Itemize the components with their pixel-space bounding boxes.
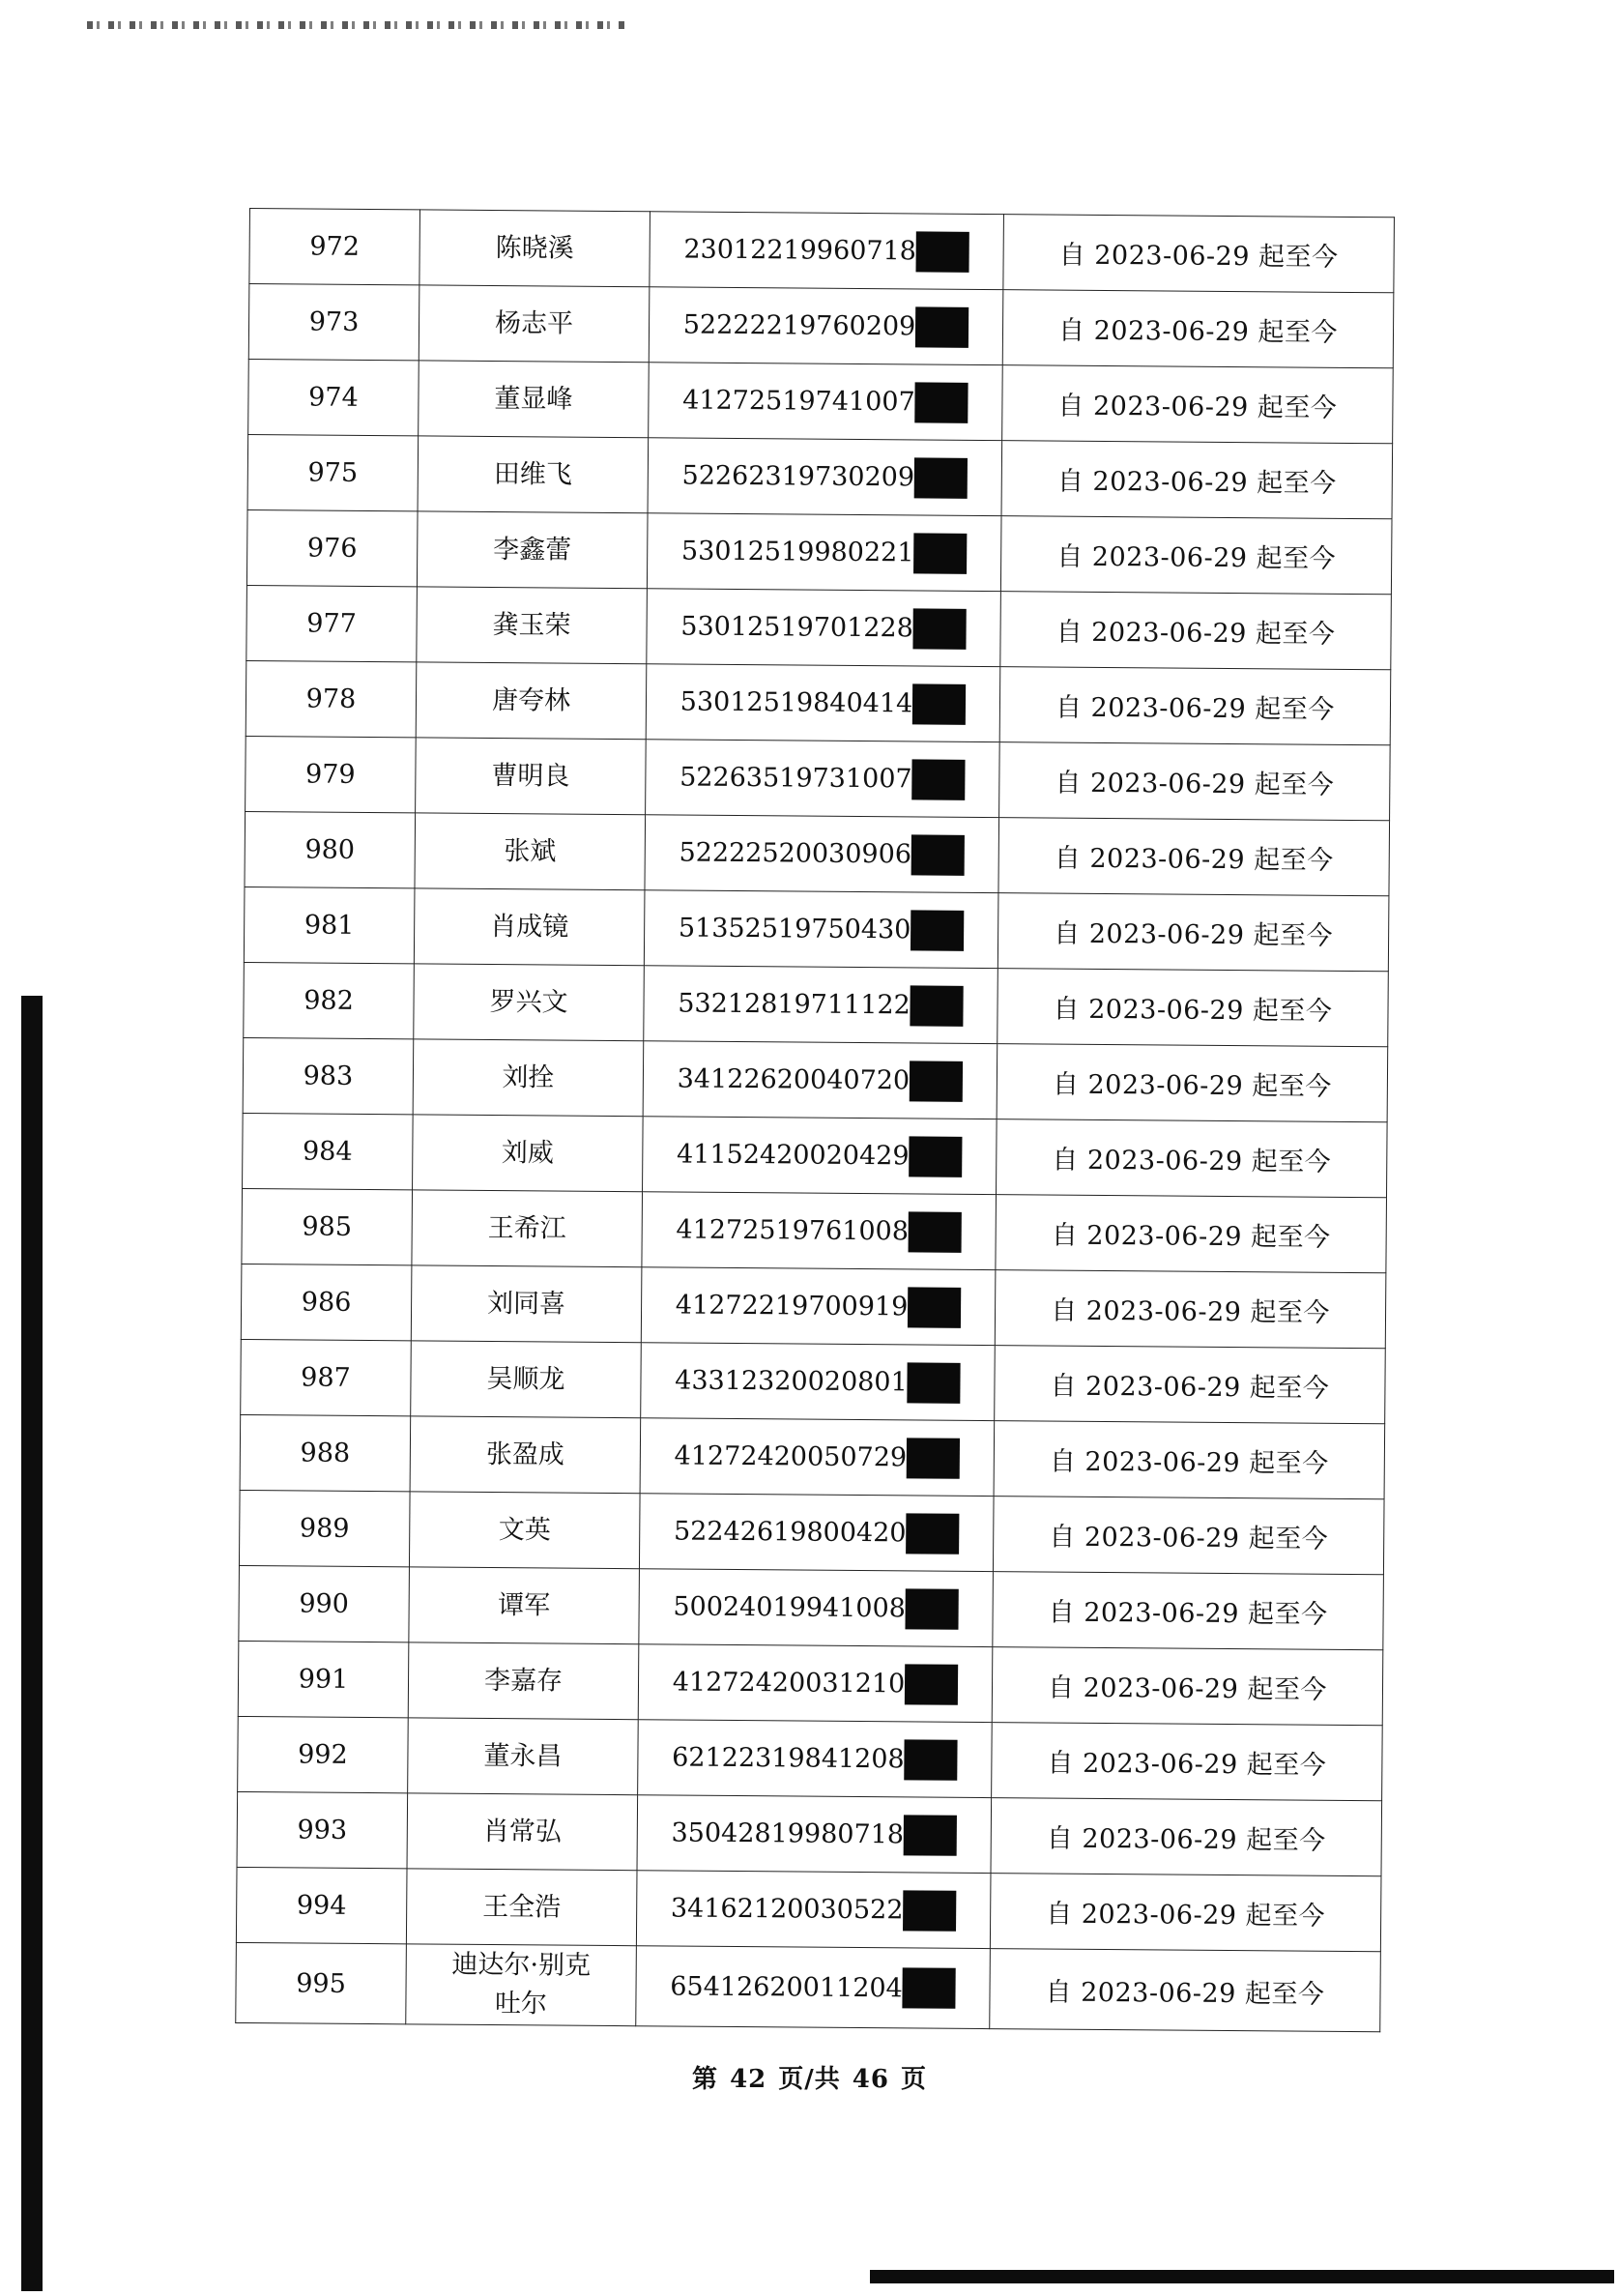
person-name-cell [419, 285, 650, 363]
id-number-visible: 35042819980718 [671, 1817, 905, 1850]
person-name: 张斌 [504, 835, 557, 867]
row-number: 984 [243, 1113, 414, 1189]
person-name-cell [406, 1944, 637, 2026]
id-number-cell [636, 1946, 991, 2029]
table-row [241, 1339, 1386, 1423]
redaction-block [909, 1211, 962, 1252]
person-name-cell [413, 1115, 644, 1192]
effective-period: 自 2023-06-29 起至今 [992, 1647, 1383, 1726]
redaction-block [903, 1967, 956, 2008]
id-number-visible: 34122620040720 [677, 1063, 911, 1096]
effective-period: 自 2023-06-29 起至今 [998, 818, 1390, 896]
person-name: 田维飞 [493, 458, 572, 490]
person-name-cell [408, 1718, 639, 1795]
effective-period: 自 2023-06-29 起至今 [996, 1195, 1387, 1273]
footer-prefix: 第 [692, 2065, 719, 2094]
person-name: 王希江 [487, 1212, 566, 1244]
id-number-cell [643, 1117, 997, 1195]
row-number: 988 [240, 1414, 411, 1491]
person-name: 董永昌 [483, 1740, 563, 1772]
roster-table-body [236, 209, 1395, 2032]
person-name: 陈晓溪 [495, 232, 574, 264]
effective-period: 自 2023-06-29 起至今 [1000, 516, 1392, 595]
id-number-wrap [670, 1965, 956, 2008]
table-row [243, 1037, 1388, 1121]
id-number-visible: 41272219700919 [675, 1290, 909, 1322]
id-number-wrap [679, 757, 966, 799]
person-name-cell [407, 1793, 638, 1871]
effective-period: 自 2023-06-29 起至今 [997, 969, 1389, 1047]
table-row [244, 962, 1389, 1046]
id-number-wrap [672, 1737, 958, 1780]
effective-period: 自 2023-06-29 起至今 [1003, 215, 1395, 293]
effective-period: 自 2023-06-29 起至今 [1002, 290, 1394, 368]
row-number: 989 [239, 1490, 410, 1566]
id-number-cell [646, 740, 1000, 818]
effective-period: 自 2023-06-29 起至今 [997, 893, 1389, 972]
row-number: 994 [236, 1867, 407, 1943]
row-number: 974 [248, 359, 419, 435]
row-number: 981 [244, 886, 415, 963]
id-number-cell [641, 1343, 996, 1421]
redaction-block [909, 1136, 962, 1177]
person-name-cell [411, 1341, 642, 1418]
id-number-cell [642, 1192, 997, 1270]
redaction-block [911, 759, 965, 799]
effective-period: 自 2023-06-29 起至今 [1002, 365, 1394, 444]
person-name-cell [416, 738, 647, 815]
table-row [236, 1942, 1381, 2031]
row-number: 979 [246, 736, 417, 812]
table-row [239, 1490, 1384, 1574]
row-number: 980 [245, 811, 416, 887]
id-number-visible: 53012519701228 [680, 611, 913, 644]
footer-total-pages: 46 [852, 2065, 889, 2094]
redaction-block [906, 1588, 959, 1629]
effective-period: 自 2023-06-29 起至今 [992, 1723, 1383, 1801]
row-number: 976 [246, 509, 418, 586]
table-row [242, 1188, 1387, 1272]
table-row [248, 359, 1394, 443]
id-number-wrap [671, 1888, 957, 1931]
table-row [240, 1414, 1385, 1498]
person-name: 王全浩 [482, 1891, 562, 1923]
effective-period: 自 2023-06-29 起至今 [1001, 441, 1393, 519]
person-name: 刘拴 [502, 1061, 555, 1093]
row-number: 993 [237, 1791, 408, 1868]
person-name: 曹明良 [491, 760, 570, 792]
person-name: 吴顺龙 [486, 1363, 565, 1395]
person-name-cell [418, 436, 649, 513]
id-number-visible: 23012219960718 [683, 234, 917, 267]
id-number-wrap [675, 1360, 961, 1403]
id-number-visible: 41272420050729 [674, 1440, 908, 1473]
redaction-block [908, 1362, 961, 1403]
effective-period: 自 2023-06-29 起至今 [1000, 592, 1392, 670]
effective-period: 自 2023-06-29 起至今 [994, 1421, 1385, 1499]
id-number-visible: 41272420031210 [672, 1667, 906, 1700]
person-name-cell [416, 662, 647, 740]
id-number-wrap [674, 1436, 960, 1478]
row-number: 986 [241, 1264, 412, 1340]
person-name: 李嘉存 [483, 1665, 564, 1697]
id-number-visible: 62122319841208 [672, 1742, 905, 1775]
person-name-cell [406, 1869, 637, 1946]
table-row [241, 1264, 1386, 1348]
person-name-cell [414, 888, 645, 966]
effective-period: 自 2023-06-29 起至今 [993, 1572, 1384, 1650]
person-name: 迪达尔·别克吐尔 [451, 1949, 592, 2020]
effective-period: 自 2023-06-29 起至今 [993, 1497, 1384, 1575]
row-number: 987 [241, 1339, 412, 1415]
document-page [235, 208, 1390, 2032]
id-number-visible: 50024019941008 [673, 1591, 907, 1624]
redaction-block [913, 608, 967, 649]
effective-period: 自 2023-06-29 起至今 [995, 1270, 1386, 1349]
id-number-cell [647, 513, 1001, 592]
table-row [243, 1113, 1388, 1197]
id-number-cell [636, 1871, 991, 1949]
row-number: 995 [236, 1942, 407, 2023]
id-number-cell [639, 1569, 994, 1647]
person-name: 龚玉荣 [492, 609, 571, 641]
id-number-cell [644, 890, 998, 969]
id-number-wrap [682, 380, 969, 422]
redaction-block [916, 231, 969, 272]
id-number-visible: 65412620011204 [670, 1970, 903, 2003]
row-number: 985 [242, 1188, 413, 1264]
row-number: 991 [238, 1641, 409, 1717]
redaction-block [915, 306, 969, 347]
person-name-cell [408, 1642, 639, 1720]
effective-period: 自 2023-06-29 起至今 [997, 1044, 1388, 1122]
id-number-visible: 52222219760209 [682, 309, 916, 342]
id-number-cell [646, 664, 1000, 742]
effective-period: 自 2023-06-29 起至今 [997, 1119, 1388, 1198]
id-number-cell [640, 1418, 995, 1497]
person-name: 罗兴文 [489, 986, 568, 1018]
table-row [248, 284, 1394, 368]
person-name: 刘威 [501, 1137, 554, 1169]
person-name-cell [411, 1265, 642, 1343]
redaction-block [904, 1815, 957, 1855]
table-row [246, 660, 1391, 744]
effective-period: 自 2023-06-29 起至今 [999, 667, 1391, 745]
table-row [245, 811, 1390, 895]
redaction-block [905, 1739, 958, 1780]
scan-noise-top [87, 21, 628, 29]
id-number-wrap [681, 455, 968, 498]
id-number-cell [643, 1041, 997, 1119]
id-number-visible: 43312320020801 [675, 1365, 908, 1398]
id-number-visible: 52222520030906 [679, 837, 912, 870]
row-number: 977 [246, 585, 418, 661]
footer-middle: 页/共 [778, 2065, 841, 2094]
redaction-block [912, 683, 966, 724]
scan-edge-bottom [870, 2270, 1614, 2283]
person-name-cell [410, 1416, 641, 1494]
person-name-cell [417, 587, 648, 664]
person-name: 董显峰 [494, 383, 573, 415]
footer-page-number: 42 [730, 2065, 767, 2094]
table-row [236, 1867, 1381, 1951]
row-number: 978 [246, 660, 417, 737]
table-row [246, 736, 1391, 820]
id-number-visible: 41272519761008 [676, 1214, 910, 1247]
id-number-visible: 52242619800420 [673, 1516, 907, 1549]
id-number-cell [638, 1644, 993, 1723]
effective-period: 自 2023-06-29 起至今 [999, 742, 1391, 821]
redaction-block [915, 382, 969, 422]
person-name-cell [414, 964, 645, 1041]
table-row [238, 1716, 1383, 1800]
id-number-cell [650, 212, 1004, 290]
id-number-wrap [681, 531, 968, 573]
effective-period: 自 2023-06-29 起至今 [990, 1949, 1381, 2032]
id-number-visible: 53212819711122 [678, 988, 911, 1021]
row-number: 990 [239, 1565, 410, 1642]
person-name-cell [412, 1190, 643, 1267]
id-number-cell [649, 287, 1003, 365]
id-number-wrap [678, 983, 964, 1026]
id-number-visible: 53012519840414 [679, 686, 913, 719]
redaction-block [910, 1061, 963, 1101]
id-number-wrap [676, 1209, 962, 1252]
person-name-cell [409, 1492, 640, 1569]
id-number-cell [638, 1720, 993, 1798]
person-name: 张盈成 [485, 1439, 565, 1470]
row-number: 983 [243, 1037, 414, 1114]
person-name-cell [419, 361, 650, 438]
id-number-wrap [671, 1813, 957, 1855]
redaction-block [906, 1513, 959, 1554]
person-name-cell [417, 511, 648, 589]
redaction-block [903, 1890, 956, 1931]
row-number: 982 [244, 962, 415, 1038]
id-number-wrap [679, 908, 965, 950]
person-name: 唐夸林 [491, 684, 571, 716]
id-number-visible: 41152420020429 [676, 1139, 910, 1172]
person-name: 刘同喜 [486, 1288, 566, 1320]
effective-period: 自 2023-06-29 起至今 [995, 1346, 1386, 1424]
page-footer [0, 2059, 1619, 2095]
id-number-cell [645, 815, 999, 893]
id-number-wrap [678, 1059, 964, 1101]
id-number-cell [644, 966, 998, 1044]
id-number-visible: 41272519741007 [682, 385, 915, 418]
table-row [247, 434, 1393, 518]
id-number-visible: 52262319730209 [681, 460, 915, 493]
person-name: 谭军 [498, 1589, 551, 1620]
roster-table [235, 208, 1395, 2032]
person-name-cell [409, 1567, 640, 1644]
person-name: 肖成镜 [490, 911, 569, 943]
id-number-cell [637, 1795, 992, 1874]
scan-edge-left [21, 996, 43, 2291]
effective-period: 自 2023-06-29 起至今 [990, 1874, 1381, 1952]
redaction-block [911, 910, 964, 950]
redaction-block [911, 985, 964, 1026]
table-row [237, 1791, 1382, 1875]
table-row [246, 509, 1392, 594]
row-number: 992 [238, 1716, 409, 1792]
redaction-block [913, 533, 967, 573]
id-number-cell [649, 363, 1003, 441]
id-number-visible: 53012519980221 [680, 536, 914, 568]
id-number-wrap [683, 229, 969, 272]
redaction-block [905, 1664, 958, 1704]
row-number: 975 [247, 434, 419, 510]
table-row [246, 585, 1392, 669]
person-name: 肖常弘 [482, 1816, 562, 1847]
person-name: 李鑫蕾 [493, 534, 572, 566]
id-number-wrap [676, 1285, 962, 1327]
person-name-cell [419, 210, 650, 287]
id-number-visible: 52263519731007 [679, 762, 912, 795]
table-row [238, 1641, 1383, 1725]
person-name-cell [413, 1039, 644, 1117]
row-number: 973 [248, 284, 419, 361]
id-number-visible: 34162120030522 [670, 1893, 904, 1926]
person-name: 杨志平 [494, 307, 574, 339]
table-row [249, 209, 1395, 293]
id-number-cell [648, 438, 1002, 516]
id-number-visible: 51352519750430 [678, 913, 911, 945]
table-row [239, 1565, 1384, 1649]
redaction-block [907, 1438, 960, 1478]
id-number-wrap [680, 682, 967, 724]
effective-period: 自 2023-06-29 起至今 [991, 1798, 1382, 1876]
row-number: 972 [249, 209, 420, 285]
id-number-wrap [677, 1134, 963, 1177]
id-number-wrap [673, 1586, 959, 1629]
id-number-wrap [679, 832, 965, 875]
redaction-block [911, 834, 965, 875]
footer-suffix: 页 [900, 2065, 927, 2094]
id-number-cell [647, 589, 1001, 667]
redaction-block [908, 1287, 961, 1327]
redaction-block [914, 457, 968, 498]
id-number-wrap [673, 1662, 959, 1704]
id-number-cell [641, 1267, 996, 1346]
id-number-wrap [674, 1511, 960, 1554]
id-number-cell [639, 1494, 994, 1572]
id-number-wrap [680, 606, 967, 649]
table-row [244, 886, 1389, 971]
person-name-cell [415, 813, 646, 890]
person-name: 文英 [498, 1514, 551, 1545]
id-number-wrap [683, 305, 969, 347]
